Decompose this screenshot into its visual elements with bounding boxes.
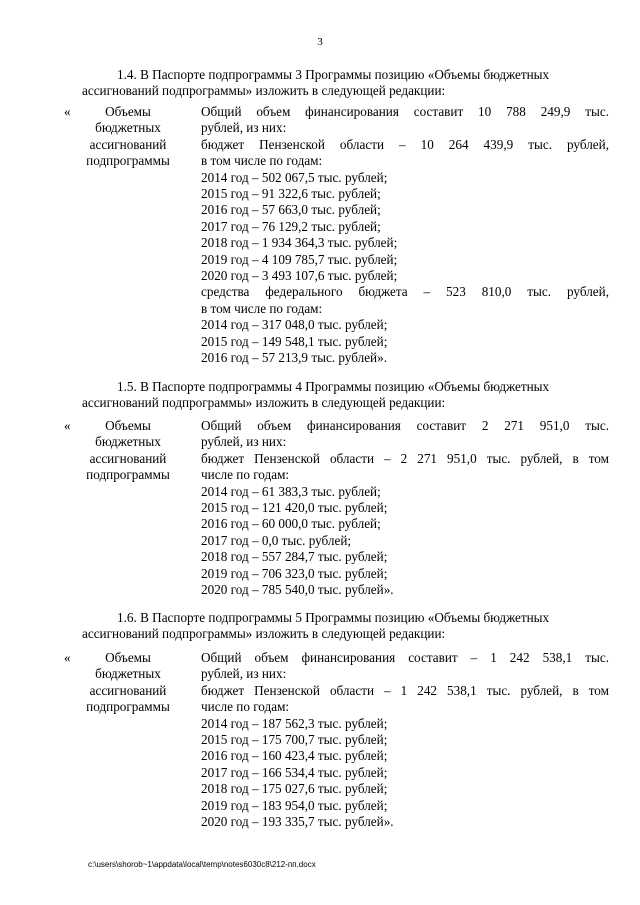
opening-quote: « [64,418,71,433]
content-line: в том числе по годам: [201,153,323,169]
content-line: 2019 год – 706 323,0 тыс. рублей; [201,565,388,581]
intro-line: 1.6. В Паспорте подпрограммы 5 Программы позицию «Объемы бюджетных [117,610,550,625]
content-line: бюджет Пензенской области – 10 264 439,9 тыс. рублей, [201,136,609,152]
intro-line: 1.4. В Паспорте подпрограммы 3 Программы позицию «Объемы бюджетных [117,67,550,82]
content-line: 2016 год – 57 213,9 тыс. рублей». [201,350,387,366]
content-line: рублей, из них: [201,666,287,682]
section-1-6-intro [82,610,594,642]
label-line: ассигнований [89,450,167,466]
content-line: рублей, из них: [201,120,287,136]
content-line: 2019 год – 4 109 785,7 тыс. рублей; [201,251,398,267]
content-line: 2014 год – 187 562,3 тыс. рублей; [201,715,388,731]
content-line: 2018 год – 175 027,6 тыс. рублей; [201,781,388,797]
label-line: Объемы [105,418,151,433]
content-line: 2018 год – 557 284,7 тыс. рублей; [201,549,388,565]
funding-content [201,418,609,598]
content-line: 2017 год – 0,0 тыс. рублей; [201,532,352,548]
page-number: 3 [317,36,323,48]
opening-quote: « [64,104,71,119]
funding-content [201,104,609,367]
content-line: Общий объем финансирования составит – 1 242 538,1 тыс. [201,650,609,665]
section-1-4-intro [82,67,594,99]
section-1-4-table [64,104,609,374]
content-line: 2014 год – 317 048,0 тыс. рублей; [201,317,388,333]
label-line: подпрограммы [86,699,170,715]
content-line: 2018 год – 1 934 364,3 тыс. рублей; [201,235,398,251]
label-line: Объемы [105,104,151,119]
label-line: бюджетных [95,120,161,136]
content-line: 2016 год – 160 423,4 тыс. рублей; [201,748,388,764]
content-line: бюджет Пензенской области – 2 271 951,0 тыс. рублей, в том [201,450,609,466]
intro-line: ассигнований подпрограммы» изложить в следующей редакции: [82,626,446,641]
content-line: 2014 год – 502 067,5 тыс. рублей; [201,169,388,185]
label-line: подпрограммы [86,153,170,169]
content-line: числе по годам: [201,699,290,715]
content-line: 2015 год – 149 548,1 тыс. рублей; [201,333,388,349]
content-line: 2017 год – 166 534,4 тыс. рублей; [201,764,388,780]
label-line: бюджетных [95,666,161,682]
funding-content [201,650,609,830]
section-1-6-table [64,650,609,835]
section-1-5-intro [82,379,594,411]
content-line: 2015 год – 121 420,0 тыс. рублей; [201,500,388,516]
content-line: Общий объем финансирования составит 2 271 951,0 тыс. [201,418,609,433]
content-line: в том числе по годам: [201,300,323,316]
label-line: бюджетных [95,434,161,450]
content-line: Общий объем финансирования составит 10 788 249,9 тыс. [201,104,609,119]
label-line: Объемы [105,650,151,665]
content-line: бюджет Пензенской области – 1 242 538,1 тыс. рублей, в том [201,682,609,698]
content-line: 2020 год – 785 540,0 тыс. рублей». [201,582,394,598]
content-line: 2017 год – 76 129,2 тыс. рублей; [201,218,381,234]
opening-quote: « [64,650,71,665]
content-line: 2015 год – 175 700,7 тыс. рублей; [201,732,388,748]
label-cell [76,104,180,170]
content-line: 2016 год – 57 663,0 тыс. рублей; [201,202,381,218]
content-line: числе по годам: [201,467,290,483]
footer-file-path: c:\users\shorob~1\appdata\local\temp\notes6030c8\212-пп.docx [88,860,316,869]
content-line: средства федерального бюджета – 523 810,0 тыс. рублей, [201,284,609,300]
label-line: ассигнований [89,682,167,698]
content-line: 2014 год – 61 383,3 тыс. рублей; [201,483,381,499]
content-line: рублей, из них: [201,434,287,450]
content-line: 2016 год – 60 000,0 тыс. рублей; [201,516,381,532]
intro-line: ассигнований подпрограммы» изложить в следующей редакции: [82,395,446,410]
label-line: подпрограммы [86,467,170,483]
content-line: 2020 год – 193 335,7 тыс. рублей». [201,814,394,830]
content-line: 2019 год – 183 954,0 тыс. рублей; [201,797,388,813]
content-line: 2020 год – 3 493 107,6 тыс. рублей; [201,268,398,284]
content-line: 2015 год – 91 322,6 тыс. рублей; [201,186,381,202]
section-1-5-table [64,418,609,603]
label-line: ассигнований [89,136,167,152]
intro-line: 1.5. В Паспорте подпрограммы 4 Программы позицию «Объемы бюджетных [117,379,550,394]
label-cell [76,650,180,716]
label-cell [76,418,180,484]
intro-line: ассигнований подпрограммы» изложить в следующей редакции: [82,83,446,98]
